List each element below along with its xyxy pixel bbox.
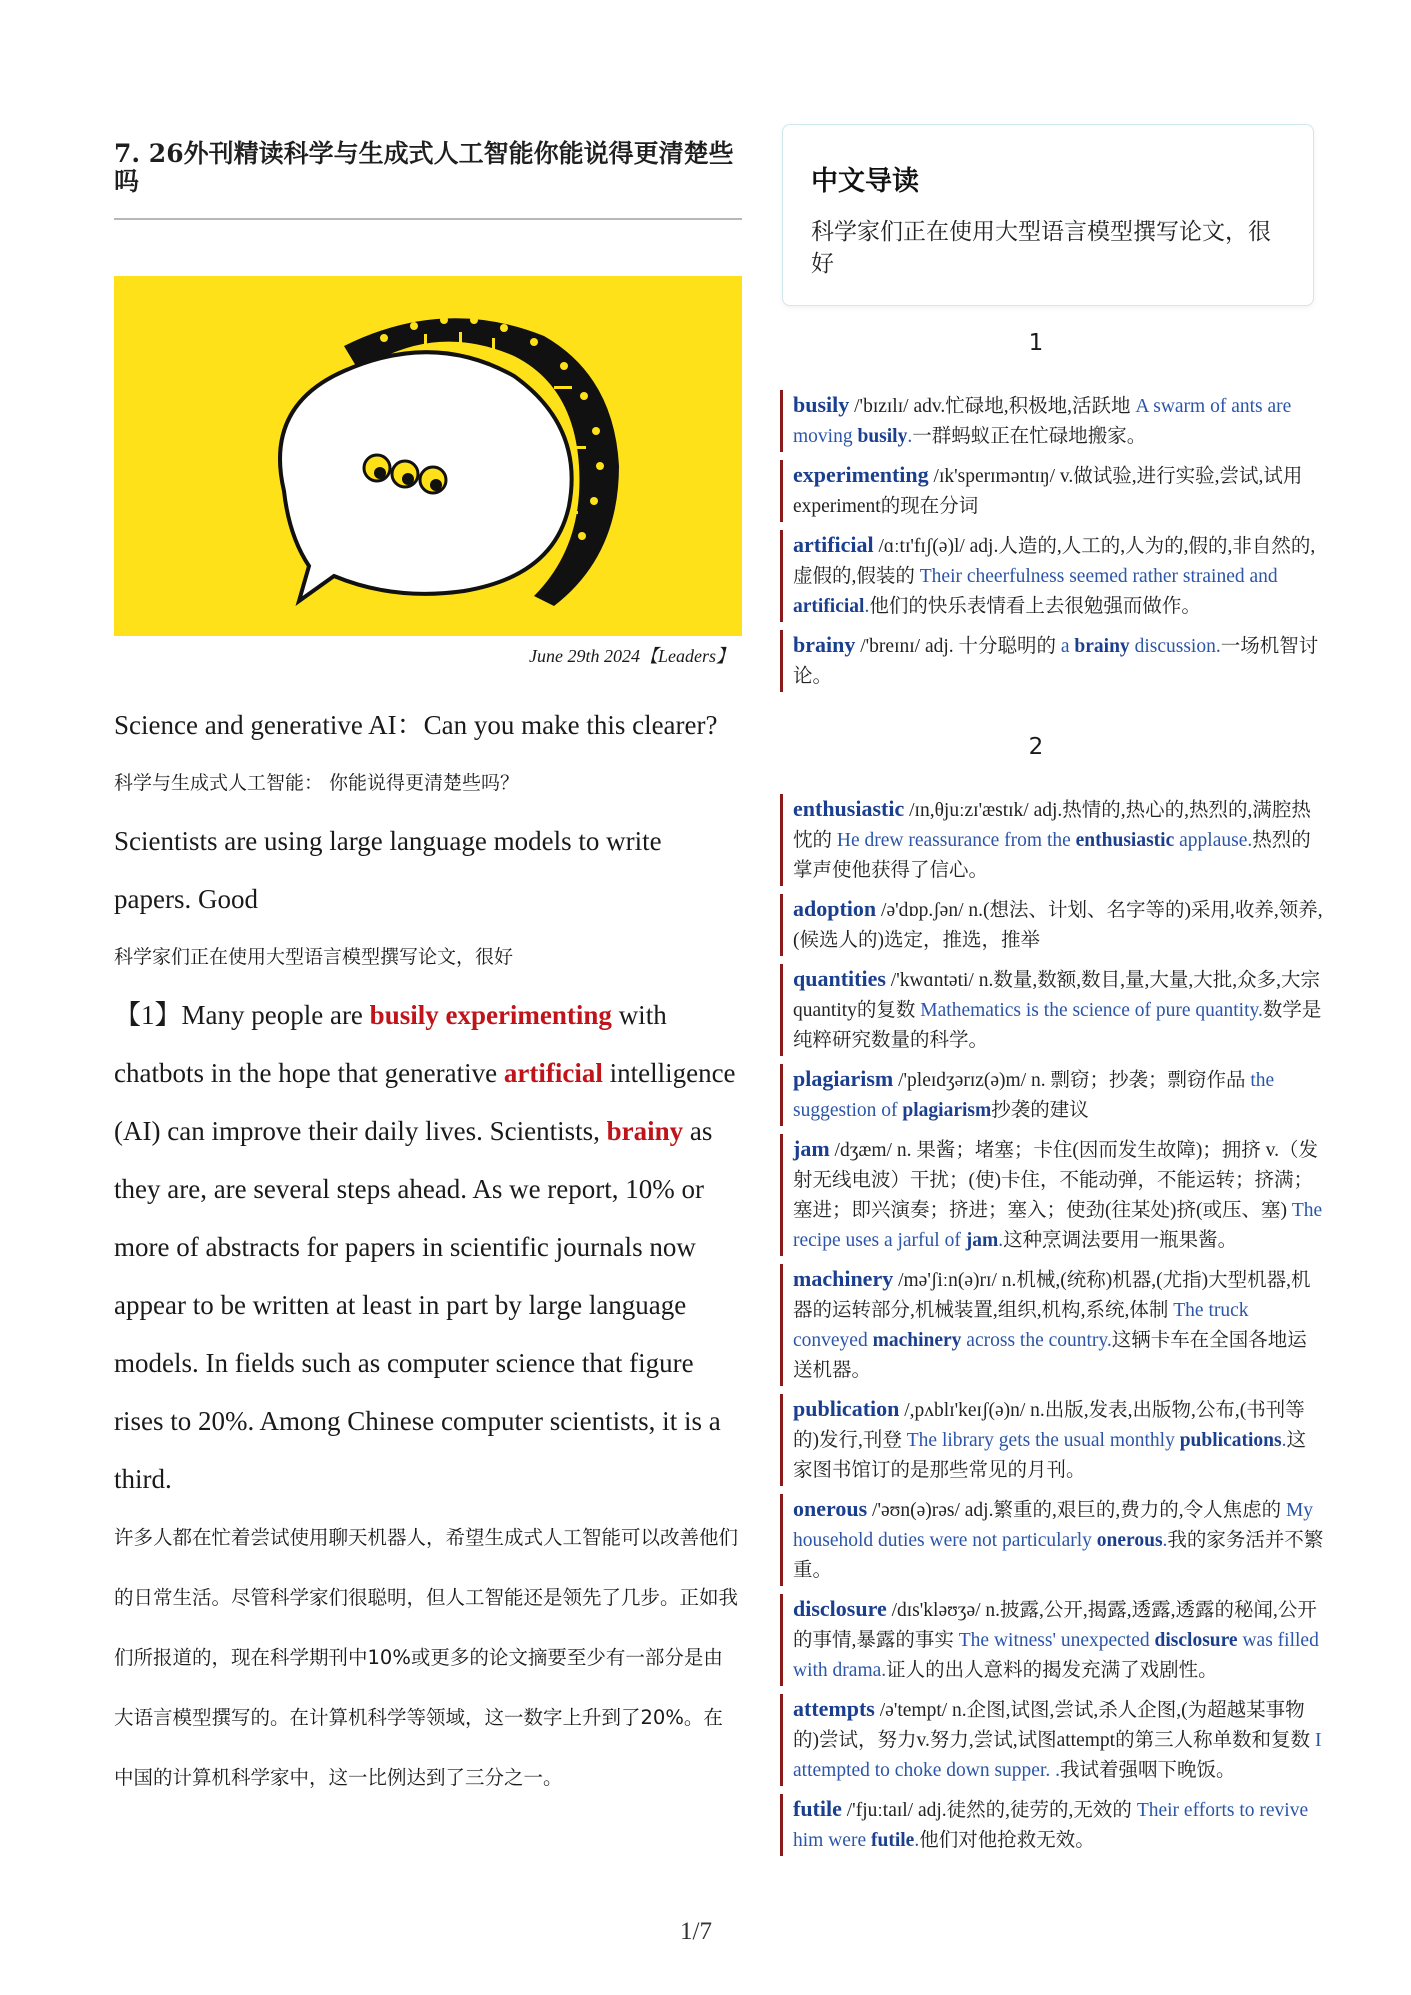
example-text: He drew reassurance from the (836, 830, 1076, 851)
example-translation: 这种烹调法要用一瓶果酱。 (1003, 1230, 1238, 1251)
vocab-definition: /'fjuːtaɪl/ adj.徒然的,徒劳的,无效的 (841, 1800, 1137, 1821)
example-text: My household duties were not particularly (793, 1500, 1314, 1551)
vocab-word: plagiarism (793, 1066, 894, 1091)
vocab-list-2 (780, 794, 1325, 1864)
example-text: . (864, 596, 870, 617)
example-word: disclosure (1154, 1630, 1238, 1651)
example-text: across the country. (961, 1330, 1112, 1351)
vocab-definition: /dɪs'kləʊʒə/ n.披露,公开,揭露,透露,透露的秘闻,公开的事情,暴露的事实 (793, 1600, 1317, 1651)
vocab-entry (780, 630, 1325, 692)
highlighted-word: busily experimenting (369, 1000, 612, 1030)
vocab-definition: /'kwɑntəti/ n.数量,数额,数目,量,大量,大批,众多,大宗quantity的复数 (793, 970, 1320, 1021)
example-word: onerous (1096, 1530, 1163, 1551)
example-translation: 抄袭的建议 (991, 1100, 1089, 1121)
vocab-entry (780, 1264, 1325, 1386)
vocab-entry (780, 894, 1325, 956)
example-translation: 他们对他抢救无效。 (919, 1830, 1095, 1851)
vocab-entry (780, 530, 1325, 622)
example-translation: 他们的快乐表情看上去很勉强而做作。 (869, 596, 1201, 617)
vocab-entry (780, 794, 1325, 886)
vocab-entry (780, 1594, 1325, 1686)
example-translation: 一场机智讨论。 (793, 636, 1319, 687)
example-text: . (914, 1830, 920, 1851)
example-word: jam (965, 1230, 999, 1251)
vocab-entry (780, 460, 1325, 522)
vocab-definition: /mə'ʃiːn(ə)rɪ/ n.机械,(统称)机器,(尤指)大型机器,机器的运转部分,机械装置,组织,机构,系统,体制 (793, 1270, 1311, 1321)
vocab-word: quantities (793, 966, 886, 991)
example-translation: 这辆卡车在全国各地运送机器。 (793, 1330, 1307, 1381)
example-text: Mathematics is the science of pure quantity. (920, 1000, 1263, 1021)
example-text: the suggestion of (793, 1070, 1275, 1121)
example-word: machinery (872, 1330, 962, 1351)
vocab-definition: /'əʊn(ə)rəs/ adj.繁重的,艰巨的,费力的,令人焦虑的 (867, 1500, 1286, 1521)
example-word: plagiarism (902, 1100, 992, 1121)
article-column (114, 140, 742, 1808)
vocab-definition: /'breɪnɪ/ adj. 十分聪明的 (855, 636, 1061, 657)
example-word: futile (870, 1830, 915, 1851)
example-text: A swarm of ants are moving (793, 396, 1292, 447)
example-text: was filled with drama. (793, 1630, 1319, 1681)
vocab-entry (780, 964, 1325, 1056)
vocab-definition: /'pleɪdʒərɪz(ə)m/ n. 剽窃；抄袭；剽窃作品 (893, 1070, 1251, 1091)
article-title-en: Science and generative AI：Can you make this clearer? (114, 710, 718, 740)
example-translation: 这家图书馆订的是那些常见的月刊。 (793, 1430, 1306, 1481)
vocab-word: adoption (793, 896, 877, 921)
vocab-word: disclosure (793, 1596, 887, 1621)
subtitle-cn: 科学家们正在使用大型语言模型撰写论文，很好 (114, 946, 514, 968)
section-number: 2 (1028, 734, 1044, 760)
image-caption: June 29th 2024【Leaders】 (529, 646, 734, 666)
chat-bubble-icon (114, 276, 742, 636)
chinese-guide-box (782, 124, 1314, 306)
example-text: . (1281, 1430, 1287, 1451)
guide-title: 中文导读 (811, 166, 919, 197)
speech-bubble-illustration (114, 276, 742, 636)
vocab-entry (780, 390, 1325, 452)
example-word: enthusiastic (1075, 830, 1175, 851)
page-number: 1/7 (680, 1918, 712, 1945)
example-text: discussion. (1129, 636, 1221, 657)
vocab-word: artificial (793, 532, 874, 557)
vocab-entry (780, 1134, 1325, 1256)
example-text: . (907, 426, 913, 447)
example-word: brainy (1074, 636, 1130, 657)
example-translation: 我试着强咽下晚饭。 (1059, 1760, 1236, 1781)
vocab-word: jam (793, 1136, 830, 1161)
vocab-definition: /ɪn,θjuːzɪ'æstɪk/ adj.热情的,热心的,热烈的,满腔热忱的 (793, 800, 1311, 851)
example-translation: 我的家务活并不繁重。 (793, 1530, 1324, 1581)
example-translation: 一群蚂蚁正在忙碌地搬家。 (912, 426, 1147, 447)
vocab-definition: /'bɪzɪlɪ/ adv.忙碌地,积极地,活跃地 (849, 396, 1136, 417)
example-text: The library gets the usual monthly (906, 1430, 1180, 1451)
example-text: Their efforts to revive him were (793, 1800, 1309, 1851)
example-text: Their cheerfulness seemed rather strained and (919, 566, 1278, 587)
paragraph-text: 【1】Many people are (114, 1000, 370, 1030)
example-text: a (1060, 636, 1075, 657)
article-title-cn: 科学与生成式人工智能： 你能说得更清楚些吗？ (114, 772, 520, 794)
example-text: I attempted to choke down supper. . (793, 1730, 1322, 1781)
example-translation: 证人的出人意料的揭发充满了戏剧性。 (886, 1660, 1218, 1681)
vocab-list-1 (780, 390, 1325, 700)
paragraph-1-en (114, 986, 742, 1508)
vocab-definition: /ɑːtɪ'fɪʃ(ə)l/ adj.人造的,人工的,人为的,假的,非自然的,虚假的,假装的 (793, 536, 1316, 587)
example-word: publications (1179, 1430, 1282, 1451)
vocab-word: machinery (793, 1266, 894, 1291)
example-text: The recipe uses a jarful of (793, 1200, 1323, 1251)
example-translation: 热烈的掌声使他获得了信心。 (793, 830, 1311, 881)
paragraph-1-cn: 许多人都在忙着尝试使用聊天机器人，希望生成式人工智能可以改善他们的日常生活。尽管科学家们很聪明，但人工智能还是领先了几步。正如我们所报道的，现在科学期刊中10%或更多的论文摘要至少有一部分是由大语言模型撰写的。在计算机科学等领域，这一数字上升到了20%。在中国的计算机科学家中，这一比例达到了三分之一。 (114, 1526, 739, 1789)
example-translation: 数学是纯粹研究数量的科学。 (793, 1000, 1322, 1051)
vocab-entry (780, 1494, 1325, 1586)
example-text: applause. (1174, 830, 1253, 851)
highlighted-word: brainy (606, 1116, 684, 1146)
vocab-definition: /ɪk'sperɪməntɪŋ/ v.做试验,进行实验,尝试,试用experiment的现在分词 (793, 466, 1303, 517)
example-text: . (1162, 1530, 1168, 1551)
document-title: 7. 26外刊精读科学与生成式人工智能你能说得更清楚些吗 (114, 140, 742, 220)
guide-text: 科学家们正在使用大型语言模型撰写论文，很好 (811, 219, 1271, 277)
paragraph-text: with chatbots in the hope that generative (114, 1000, 667, 1088)
vocab-word: enthusiastic (793, 796, 905, 821)
vocab-definition: /dʒæm/ n. 果酱；堵塞；卡住(因而发生故障)；拥挤 v.（发射无线电波）干扰；(使)卡住，不能动弹，不能运转；挤满；塞进；即兴演奏；挤进；塞入；使劲(往某处)挤(或压、塞) (793, 1140, 1319, 1221)
vocab-word: onerous (793, 1496, 868, 1521)
paragraph-text: intelligence (AI) can improve their daily lives. Scientists, (114, 1058, 736, 1146)
vocab-definition: /ə'tempt/ n.企图,试图,尝试,杀人企图,(为超越某事物的)尝试，努力v.努力,尝试,试图attempt的第三人称单数和复数 (793, 1700, 1315, 1751)
example-text: The truck conveyed (793, 1300, 1249, 1351)
vocab-entry (780, 1694, 1325, 1786)
highlighted-word: artificial (503, 1058, 603, 1088)
vocab-word: attempts (793, 1696, 875, 1721)
example-text: The witness' unexpected (958, 1630, 1155, 1651)
vocab-entry (780, 1394, 1325, 1486)
example-word: artificial (793, 596, 865, 617)
vocab-word: brainy (793, 632, 856, 657)
subtitle-en: Scientists are using large language models to write papers. Good (114, 826, 662, 914)
vocab-definition: /ə'dɒp.ʃən/ n.(想法、计划、名字等的)采用,收养,领养,(候选人的)选定，推选，推举 (793, 900, 1323, 951)
vocab-word: busily (793, 392, 850, 417)
vocab-entry (780, 1064, 1325, 1126)
vocab-entry (780, 1794, 1325, 1856)
paragraph-text: as they are, are several steps ahead. As we report, 10% or more of abstracts for papers in scientific journals now appear to be written at least in part by large language models. In fields such as computer science that figure rises to 20%. Among Chinese computer scientists, it is a third. (114, 1116, 721, 1494)
section-number: 1 (1028, 330, 1044, 356)
vocab-word: publication (793, 1396, 900, 1421)
example-word: busily (857, 426, 908, 447)
vocab-definition: /,pʌblɪ'keɪʃ(ə)n/ n.出版,发表,出版物,公布,(书刊等的)发行,刊登 (793, 1400, 1305, 1451)
example-text: . (998, 1230, 1004, 1251)
vocab-word: experimenting (793, 462, 929, 487)
vocab-word: futile (793, 1796, 842, 1821)
